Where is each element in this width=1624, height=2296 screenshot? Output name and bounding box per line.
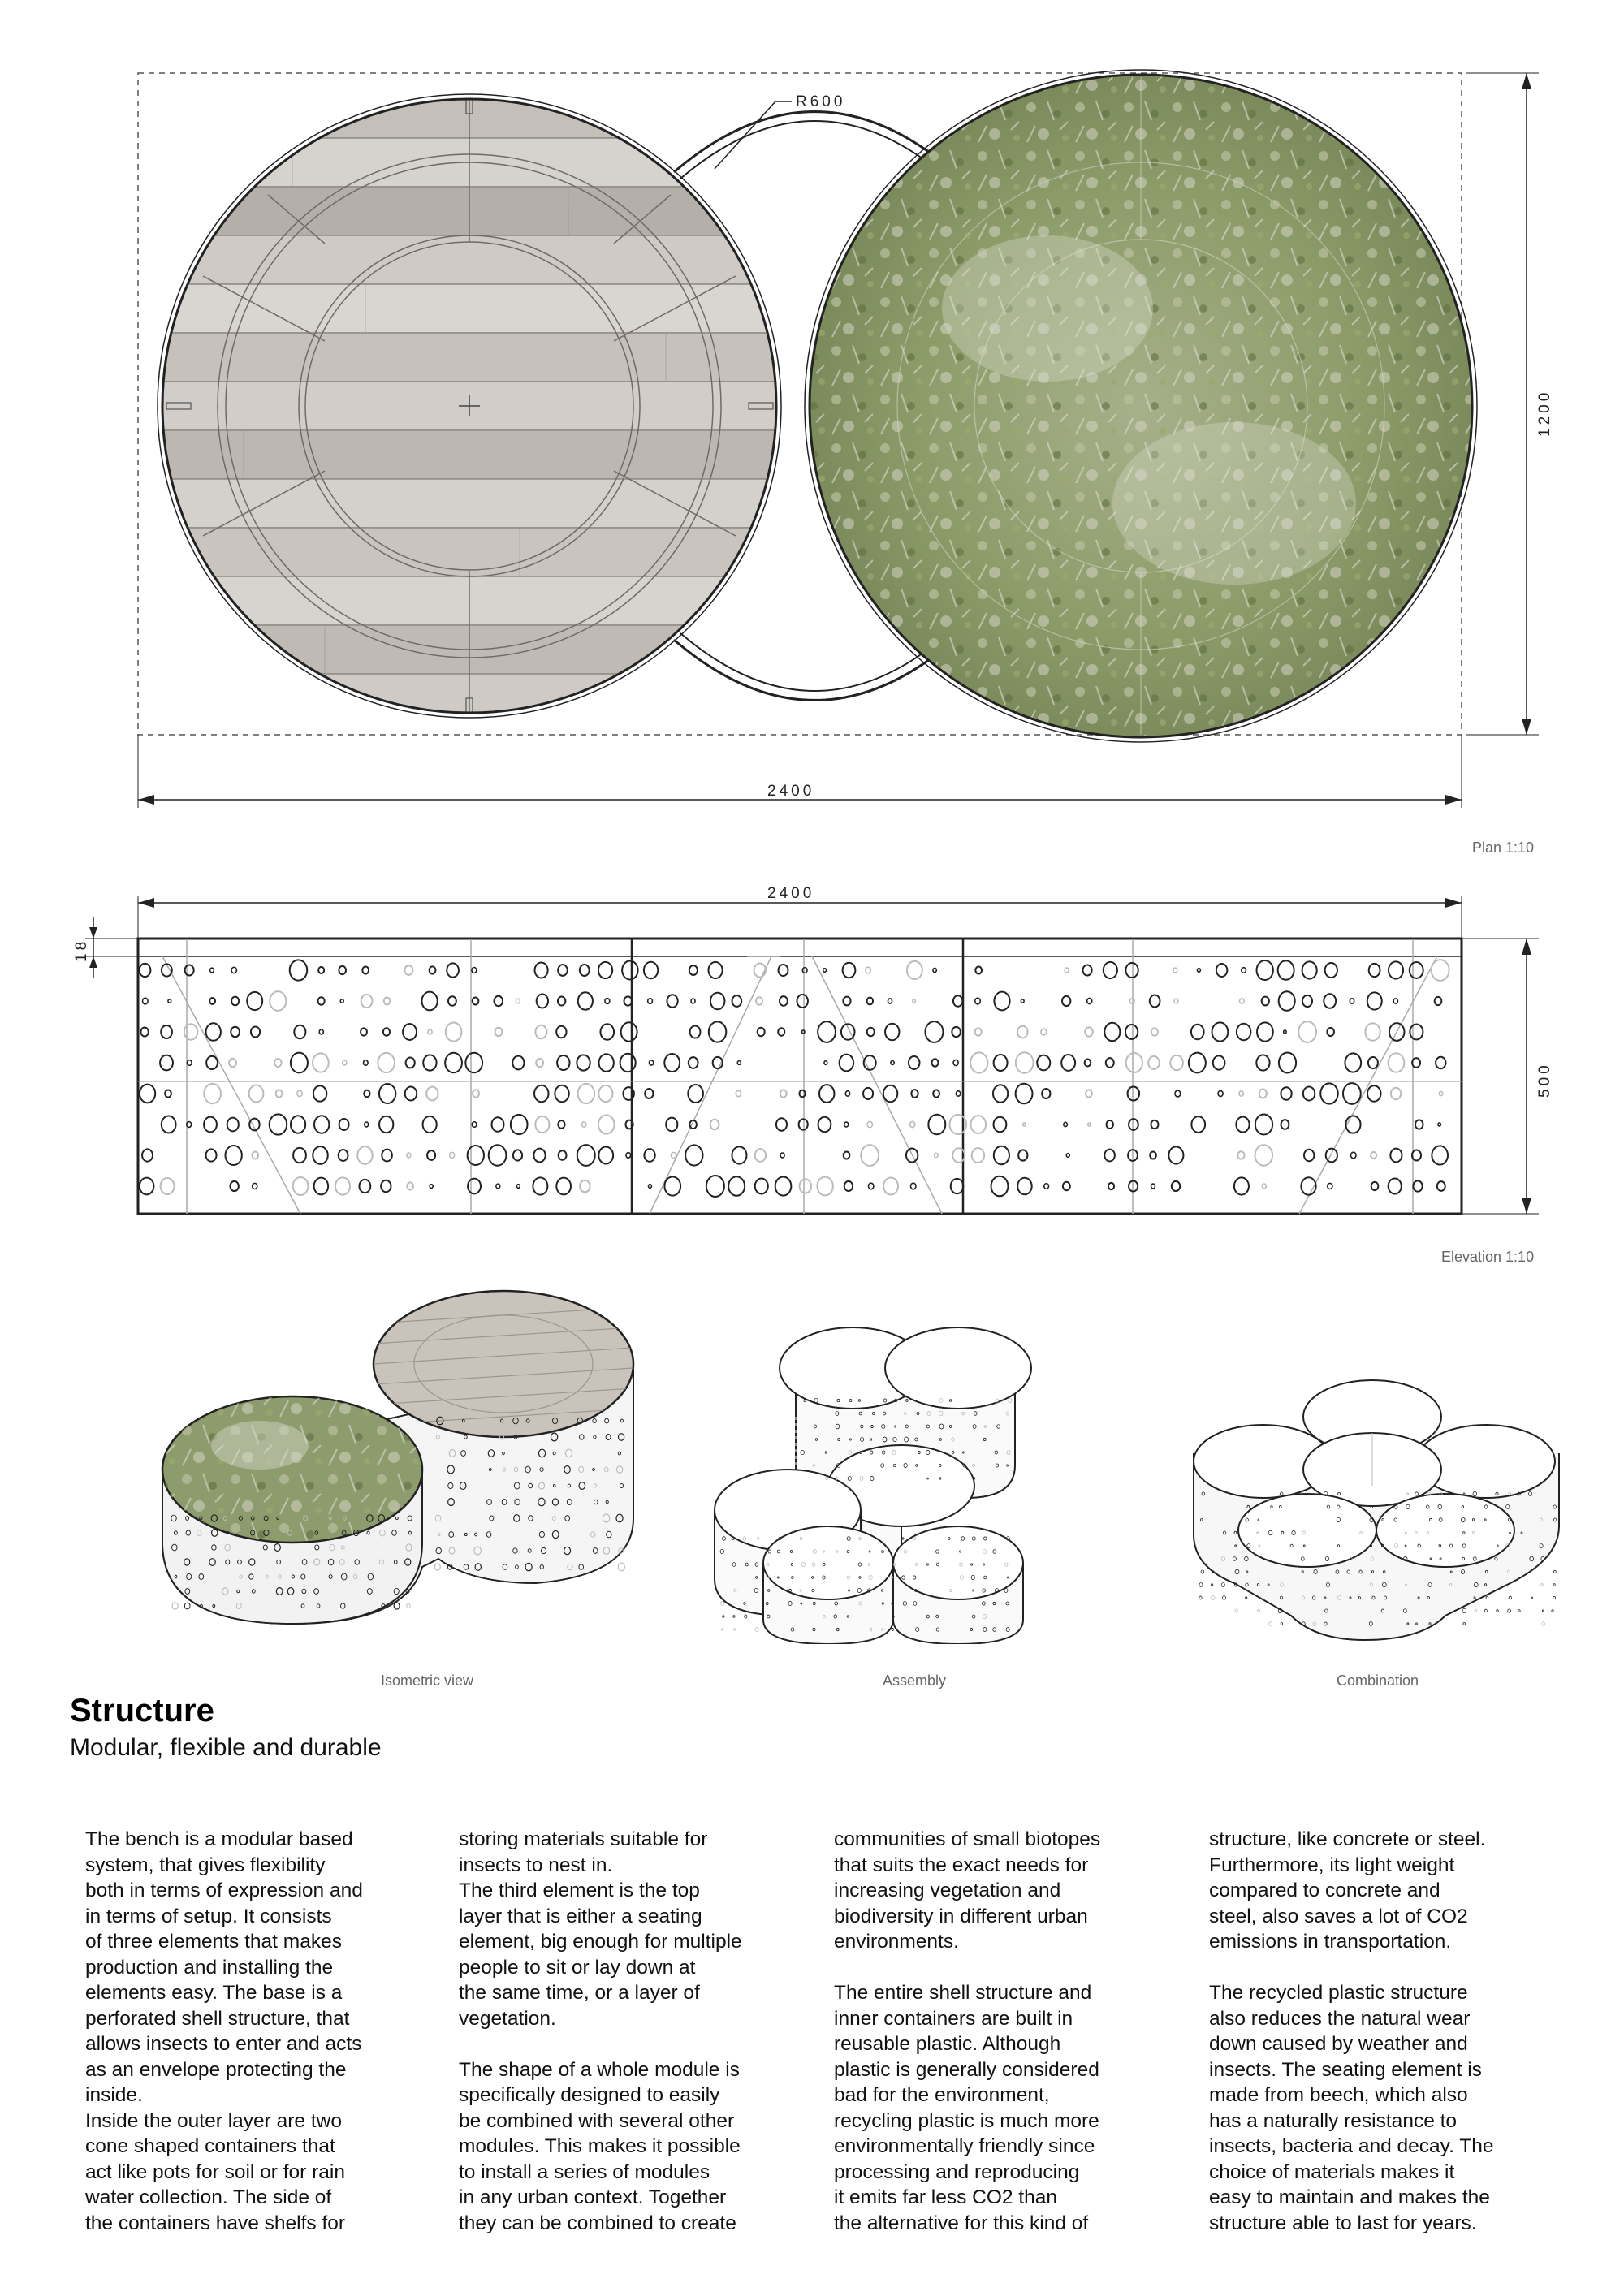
plan-drawing <box>0 0 1624 852</box>
perforation-hole <box>721 1629 723 1630</box>
perforation-hole <box>1552 1610 1553 1612</box>
perforation-hole <box>1553 1570 1556 1573</box>
perforation-hole <box>1201 1570 1204 1573</box>
combination-view <box>1186 1372 1575 1648</box>
perforation-hole <box>1542 1610 1544 1612</box>
perforation-hole <box>1221 1583 1224 1587</box>
perforation-hole <box>1553 1584 1555 1586</box>
plan-height-label: 1200 <box>1536 389 1553 437</box>
perforation-hole <box>1518 1610 1520 1612</box>
plan-width-label: 2400 <box>767 783 815 800</box>
perforation-hole <box>1211 1584 1212 1586</box>
section-subtitle: Modular, flexible and durable <box>70 1734 382 1761</box>
perforation-hole <box>1531 1597 1533 1599</box>
perforation-hole <box>1223 1596 1226 1600</box>
perforation-hole <box>1542 1622 1545 1625</box>
perforation-hole <box>1281 1623 1283 1625</box>
isometric-caption: Isometric view <box>381 1672 474 1689</box>
perforation-hole <box>1497 1610 1498 1612</box>
perforation-hole <box>1246 1597 1247 1599</box>
perforation-hole <box>734 1629 736 1630</box>
plan-caption: Plan 1:10 <box>1472 839 1535 856</box>
perforation-hole <box>1508 1609 1511 1612</box>
perforation-hole <box>1199 1583 1203 1587</box>
perforation-hole <box>184 1603 190 1609</box>
perforation-hole <box>1509 1596 1511 1599</box>
perforation-hole <box>1235 1609 1237 1612</box>
body-column-3: communities of small biotopes that suits the exact needs for increasing vegetation and biodiversity in different urban environments. The entire shell structure and inner containers are built in reusable plastic. Although plastic is generally considered bad for the environment, recycling plastic is much more environmentally friendly since processing and reproducing it emits far less CO2 than the alternative for this kind of <box>834 1828 1101 2234</box>
elevation-width-label: 2400 <box>767 885 815 902</box>
body-column-4: structure, like concrete or steel. Furthermore, its light weight compared to concrete and steel, also saves a lot of CO2 emissions in transportation. The recycled plastic structure also reduces the natural wear down caused by weather and insects. The seating element is made from beech, which also has a naturally resistance to insects, bacteria and decay. The choice of materials makes it easy to maintain and makes the structure able to last for years. <box>1209 1828 1494 2234</box>
assembly-caption: Assembly <box>883 1672 947 1689</box>
body-column-2: storing materials suitable for insects to nest in. The third element is the top layer that is either a seating element, big enough for multiple people to sit or lay down at the same time, or a layer of vegetation. The shape of a whole module is specifically designed to easily be combined with several other modules. This makes it possible to install a series of modules in any urban context. Together they can be combined to create <box>459 1828 742 2234</box>
perforation-hole <box>721 1601 724 1605</box>
perforation-hole <box>1212 1595 1215 1599</box>
elevation-height-label: 500 <box>1536 1062 1553 1098</box>
perforation-hole <box>1541 1584 1543 1586</box>
elevation-caption: Elevation 1:10 <box>1441 1249 1535 1265</box>
perforation-hole <box>1199 1596 1202 1599</box>
perforation-hole <box>1553 1596 1556 1599</box>
isometric-view <box>130 1275 666 1656</box>
perforation-hole <box>745 1615 747 1618</box>
elevation-thickness-label: 18 <box>73 938 90 962</box>
perforation-hole <box>1486 1596 1488 1599</box>
perforation-hole <box>1484 1609 1487 1612</box>
perforation-hole <box>755 1628 758 1632</box>
combination-caption: Combination <box>1337 1672 1419 1689</box>
perforation-hole <box>394 1603 400 1609</box>
perforation-hole <box>892 1629 893 1631</box>
perforation-hole <box>1463 1623 1465 1625</box>
perforation-hole <box>1258 1609 1260 1612</box>
body-column-1: The bench is a modular based system, that gives flexibility both in terms of expression and in terms of setup. It consists of three elements that makes production and installing the elements easy. The base is a perforated shell structure, that allows insects to enter and acts as an envelope protecting the inside. Inside the outer layer are two cone shaped containers that act like pots for soil or for rain water collection. The side of the containers have shelfs for <box>85 1828 363 2234</box>
perforation-hole <box>902 1538 904 1539</box>
section-title: Structure <box>70 1693 214 1728</box>
perforation-hole <box>723 1616 724 1618</box>
perforation-hole <box>1462 1608 1466 1612</box>
perforation-hole <box>618 1563 624 1571</box>
perforation-hole <box>407 1603 410 1608</box>
perforation-hole <box>172 1603 178 1609</box>
plan-radius-label: R600 <box>796 93 846 110</box>
perforation-hole <box>1475 1610 1476 1612</box>
assembly-view <box>690 1295 1056 1644</box>
perforation-hole <box>434 1564 440 1570</box>
perforation-hole <box>733 1616 735 1618</box>
perforation-hole <box>1269 1622 1272 1626</box>
elevation-drawing <box>0 869 1624 1250</box>
